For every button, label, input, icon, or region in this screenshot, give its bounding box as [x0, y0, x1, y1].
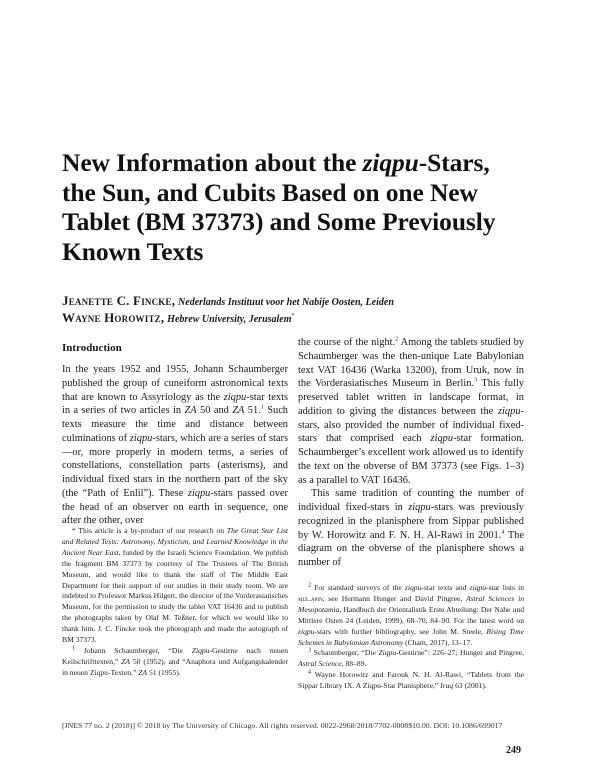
- page-number: 249: [506, 745, 521, 756]
- footnote-star: * This article is a by-product of our research on The Great Star List and Related Texts: Astronomy, Mysticism, and Learned Knowledge in the Ancient Near East, funded by the Israeli Science Foundation. We publish the fragment BM 37373 by courtesy of The Trustees of The British Museum, and would like to thank the staff of The Middle East Department for their support of our studies in their study room. We are indebted to Professor Markus Hilgert, the director of the Vorderasiatisches Museum, for the permission to study the tablet VAT 16436 and to publish the photographs taken by Olaf M. Teßner, for which we would like to thank him. J. C. Fincke took the photograph and made the autograph of BM 37373.: [62, 526, 289, 645]
- footnote-4: $^4$ Wayne Horowitz and Farouk N. H. Al-Rawi, “Tablets from the Sippar Library IX. A Ziqpu-Star Planisphere,” Iraq 63 (2001).: [298, 669, 524, 691]
- footnote-ref-1[interactable]: 1: [260, 404, 264, 411]
- paragraph: the course of the night.$^2$ Among the tablets studied by Schaumberger was the then-unique Late Babylonian text VAT 16436 (Warka 13200), from Uruk, now in the Vorderasiatisches Museum in Berlin.$^3$ This fully preserved tablet written in landscape format, in addition to giving the distances between the ziqpu-stars, also provided the number of individual fixed-stars that comprised each ziqpu-star formation. Schaumberger’s excellent work allowed us to identify the text on the obverse of BM 37373 (see Figs. 1–3) as a parallel to VAT 16436.: [298, 336, 525, 486]
- body-column-left: [62, 363, 288, 528]
- author-2: [62, 310, 532, 327]
- paragraph: In the years 1952 and 1955, Johann Schaumberger published the group of cuneiform astronomical texts that are known to Assyriology as the ziqpu-star texts in a series of two articles in ZA 50 and ZA 51.$^1$ Such texts measure the time and distance between culminations of ziqpu-stars, which are a series of stars—or, more properly in modern terms, a series of constellations, constellation parts (asterisms), and individual fixed stars in the northern part of the sky (the “Path of Enlil”). These ziqpu-stars passed over the head of an observer on earth in sequence, one after the other, over: [62, 364, 288, 527]
- title-line-1: New Information about the ziqpu-Stars,: [62, 148, 490, 177]
- footnote-ref-3[interactable]: 3: [474, 377, 478, 384]
- footnote-1: $^1$ Johann Schaumberger, “Die Ziqpu-Gestirne nach neuen Keilschrifttexten,” ZA 50 (1952), and “Anaphora und Aufgangskalender in neuen Ziqpu-Texten,” ZA 51 (1955).: [62, 645, 288, 677]
- author-affiliation: Hebrew University, Jerusalem: [167, 314, 292, 325]
- title-line-4: Known Texts: [62, 236, 204, 266]
- footnote-ref-2[interactable]: 2: [395, 336, 399, 343]
- paragraph: This same tradition of counting the number of individual fixed-stars in ziqpu-stars was previously recognized in the planisphere from Sippar published by W. Horowitz and F. N. H. Al-Rawi in 2001.$^4$ The diagram on the obverse of the planisphere shows a number of: [298, 488, 524, 568]
- body-column-right: [298, 336, 524, 570]
- footnotes-right: [298, 583, 524, 692]
- footnote-2: $^2$ For standard surveys of the ziqpu-star texts and ziqpu-star lists in mul.apin, see Hermann Hunger and David Pingree, Astral Sciences in Mesopotamia, Handbuch der Orientalistik Erste Abteilung: Der Nahe und Mittlere Osten 24 (Leiden, 1999), 68–70, 84–90. For the latest word on ziqpu-stars with further bibliography, see John M. Steele, Rising Time Schemes in Babylonian Astronomy (Cham, 2017), 13–17.: [298, 582, 525, 647]
- author-affiliation: Nederlands Instituut voor het Nabije Oosten, Leiden: [178, 297, 394, 308]
- author-name: Jeanette C. Fincke,: [62, 293, 176, 308]
- footnote-star-marker[interactable]: *: [291, 313, 295, 320]
- article-title: [62, 148, 532, 266]
- footnotes-left: [62, 526, 288, 679]
- title-line-2: the Sun, and Cubits Based on one New: [62, 177, 478, 207]
- footnote-3: $^3$ Schaumberger, “Die Ziqpu-Gestirne”: 226–27; Hunger and Pingree, Astral Science, 88–89.: [298, 647, 525, 669]
- author-list: [62, 293, 532, 327]
- author-1: [62, 293, 532, 310]
- section-heading: Introduction: [62, 342, 122, 354]
- footnote-ref-4[interactable]: 4: [501, 529, 505, 536]
- citation-footer: [JNES 77 no. 2 (2018)] © 2018 by The University of Chicago. All rights reserved. 0022-2968/2018/7702-0008$10.00. DOI: 10.1086/699017: [62, 721, 503, 730]
- title-line-3: Tablet (BM 37373) and Some Previously: [62, 207, 496, 236]
- author-name: Wayne Horowitz,: [62, 310, 165, 325]
